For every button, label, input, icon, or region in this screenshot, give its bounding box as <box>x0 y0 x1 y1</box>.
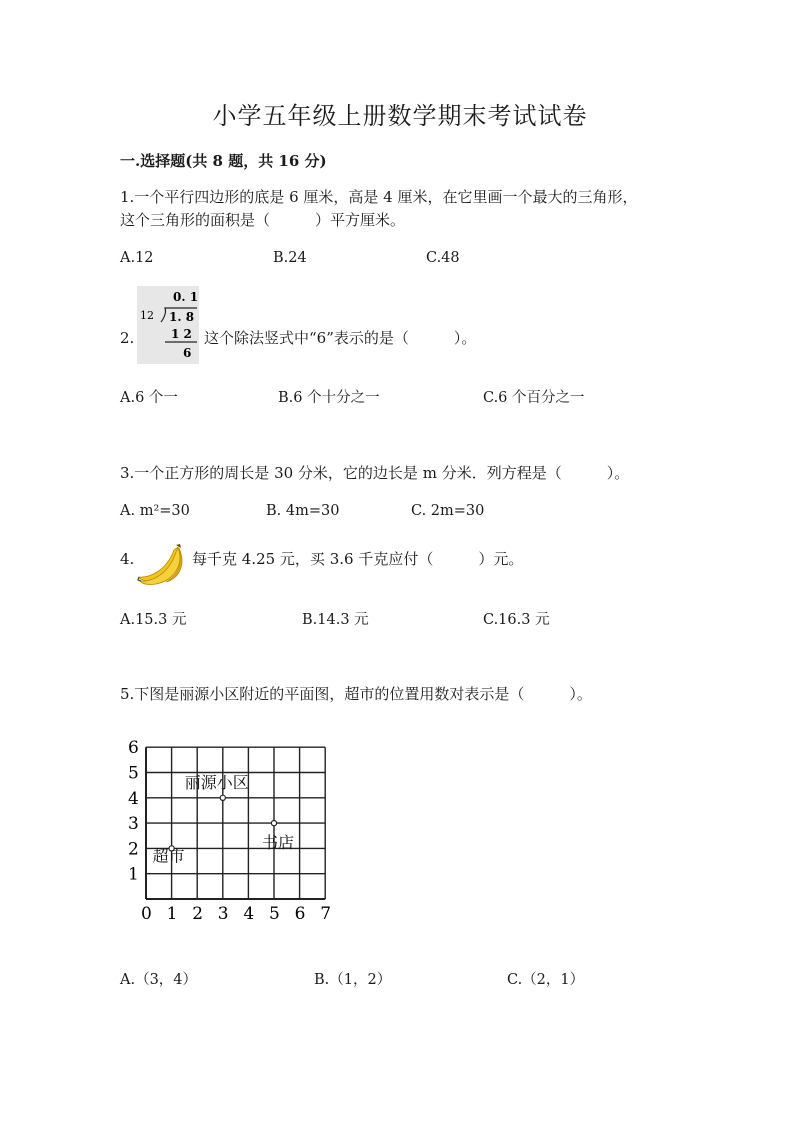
q5-option-a: A.（3，4） <box>120 972 198 988</box>
q4-option-c: C.16.3 元 <box>483 612 550 628</box>
q3-option-a: A. m²=30 <box>120 503 190 519</box>
q2-option-c: C.6 个百分之一 <box>483 390 585 406</box>
question-1-stem <box>120 186 637 232</box>
q1-option-c: C.48 <box>426 250 460 266</box>
q2-option-b: B.6 个十分之一 <box>278 390 380 406</box>
q4-option-b: B.14.3 元 <box>302 612 369 628</box>
question-5-stem: 5.下图是丽源小区附近的平面图，超市的位置用数对表示是（ ）。 <box>120 685 592 703</box>
banana-icon <box>136 542 188 590</box>
x-axis-label: 0 <box>141 904 152 924</box>
question-1-line1: 1.一个平行四边形的底是 6 厘米，高是 4 厘米，在它里画一个最大的三角形， <box>120 188 638 206</box>
x-axis-label: 1 <box>166 904 178 924</box>
q2-option-a: A.6 个一 <box>120 390 178 406</box>
x-axis-label: 3 <box>217 904 229 924</box>
question-2-stem: 这个除法竖式中“6”表示的是（ ）。 <box>204 329 477 347</box>
division-remainder: 6 <box>183 346 192 360</box>
y-axis-label: 5 <box>128 763 139 784</box>
map-point <box>220 795 225 800</box>
division-divisor: 12 <box>140 309 154 322</box>
division-dividend: 1. 8 <box>169 310 195 324</box>
section-heading: 一.选择题(共 8 题，共 16 分) <box>120 152 327 170</box>
q1-option-a: A.12 <box>120 250 154 266</box>
x-axis-label: 6 <box>294 904 306 924</box>
question-1-line2: 这个三角形的面积是（ ）平方厘米。 <box>120 211 406 229</box>
q3-option-c: C. 2m=30 <box>411 503 485 519</box>
map-place-label: 超市 <box>152 846 185 866</box>
x-axis-label: 5 <box>269 904 280 924</box>
question-4-stem: 每千克 4.25 元，买 3.6 千克应付（ ）元。 <box>192 550 524 568</box>
division-product: 1 2 <box>171 327 192 341</box>
map-grid <box>126 736 336 930</box>
map-place-label: 丽源小区 <box>184 772 249 792</box>
q1-option-b: B.24 <box>273 250 307 266</box>
y-axis-label: 2 <box>128 839 139 860</box>
y-axis-label: 1 <box>128 864 139 885</box>
q5-option-b: B.（1，2） <box>314 972 392 988</box>
map-svg <box>126 736 336 926</box>
question-2-number: 2. <box>120 329 135 347</box>
map-place-label: 书店 <box>262 833 295 853</box>
x-axis-label: 7 <box>320 904 332 924</box>
x-axis-label: 4 <box>243 904 255 924</box>
page-title: 小学五年级上册数学期末考试试卷 <box>212 102 588 130</box>
division-figure <box>137 286 199 364</box>
q4-option-a: A.15.3 元 <box>120 612 187 628</box>
y-axis-label: 4 <box>128 788 139 809</box>
x-axis-label: 2 <box>192 904 204 924</box>
division-quotient: 0. 1 <box>173 290 199 304</box>
y-axis-label: 6 <box>128 738 139 759</box>
y-axis-label: 3 <box>128 814 139 835</box>
question-3-stem: 3.一个正方形的周长是 30 分米，它的边长是 m 分米．列方程是（ ）。 <box>120 464 630 482</box>
map-point <box>271 821 276 826</box>
question-4-number: 4. <box>120 550 135 568</box>
q5-option-c: C.（2，1） <box>507 972 585 988</box>
q3-option-b: B. 4m=30 <box>266 503 340 519</box>
